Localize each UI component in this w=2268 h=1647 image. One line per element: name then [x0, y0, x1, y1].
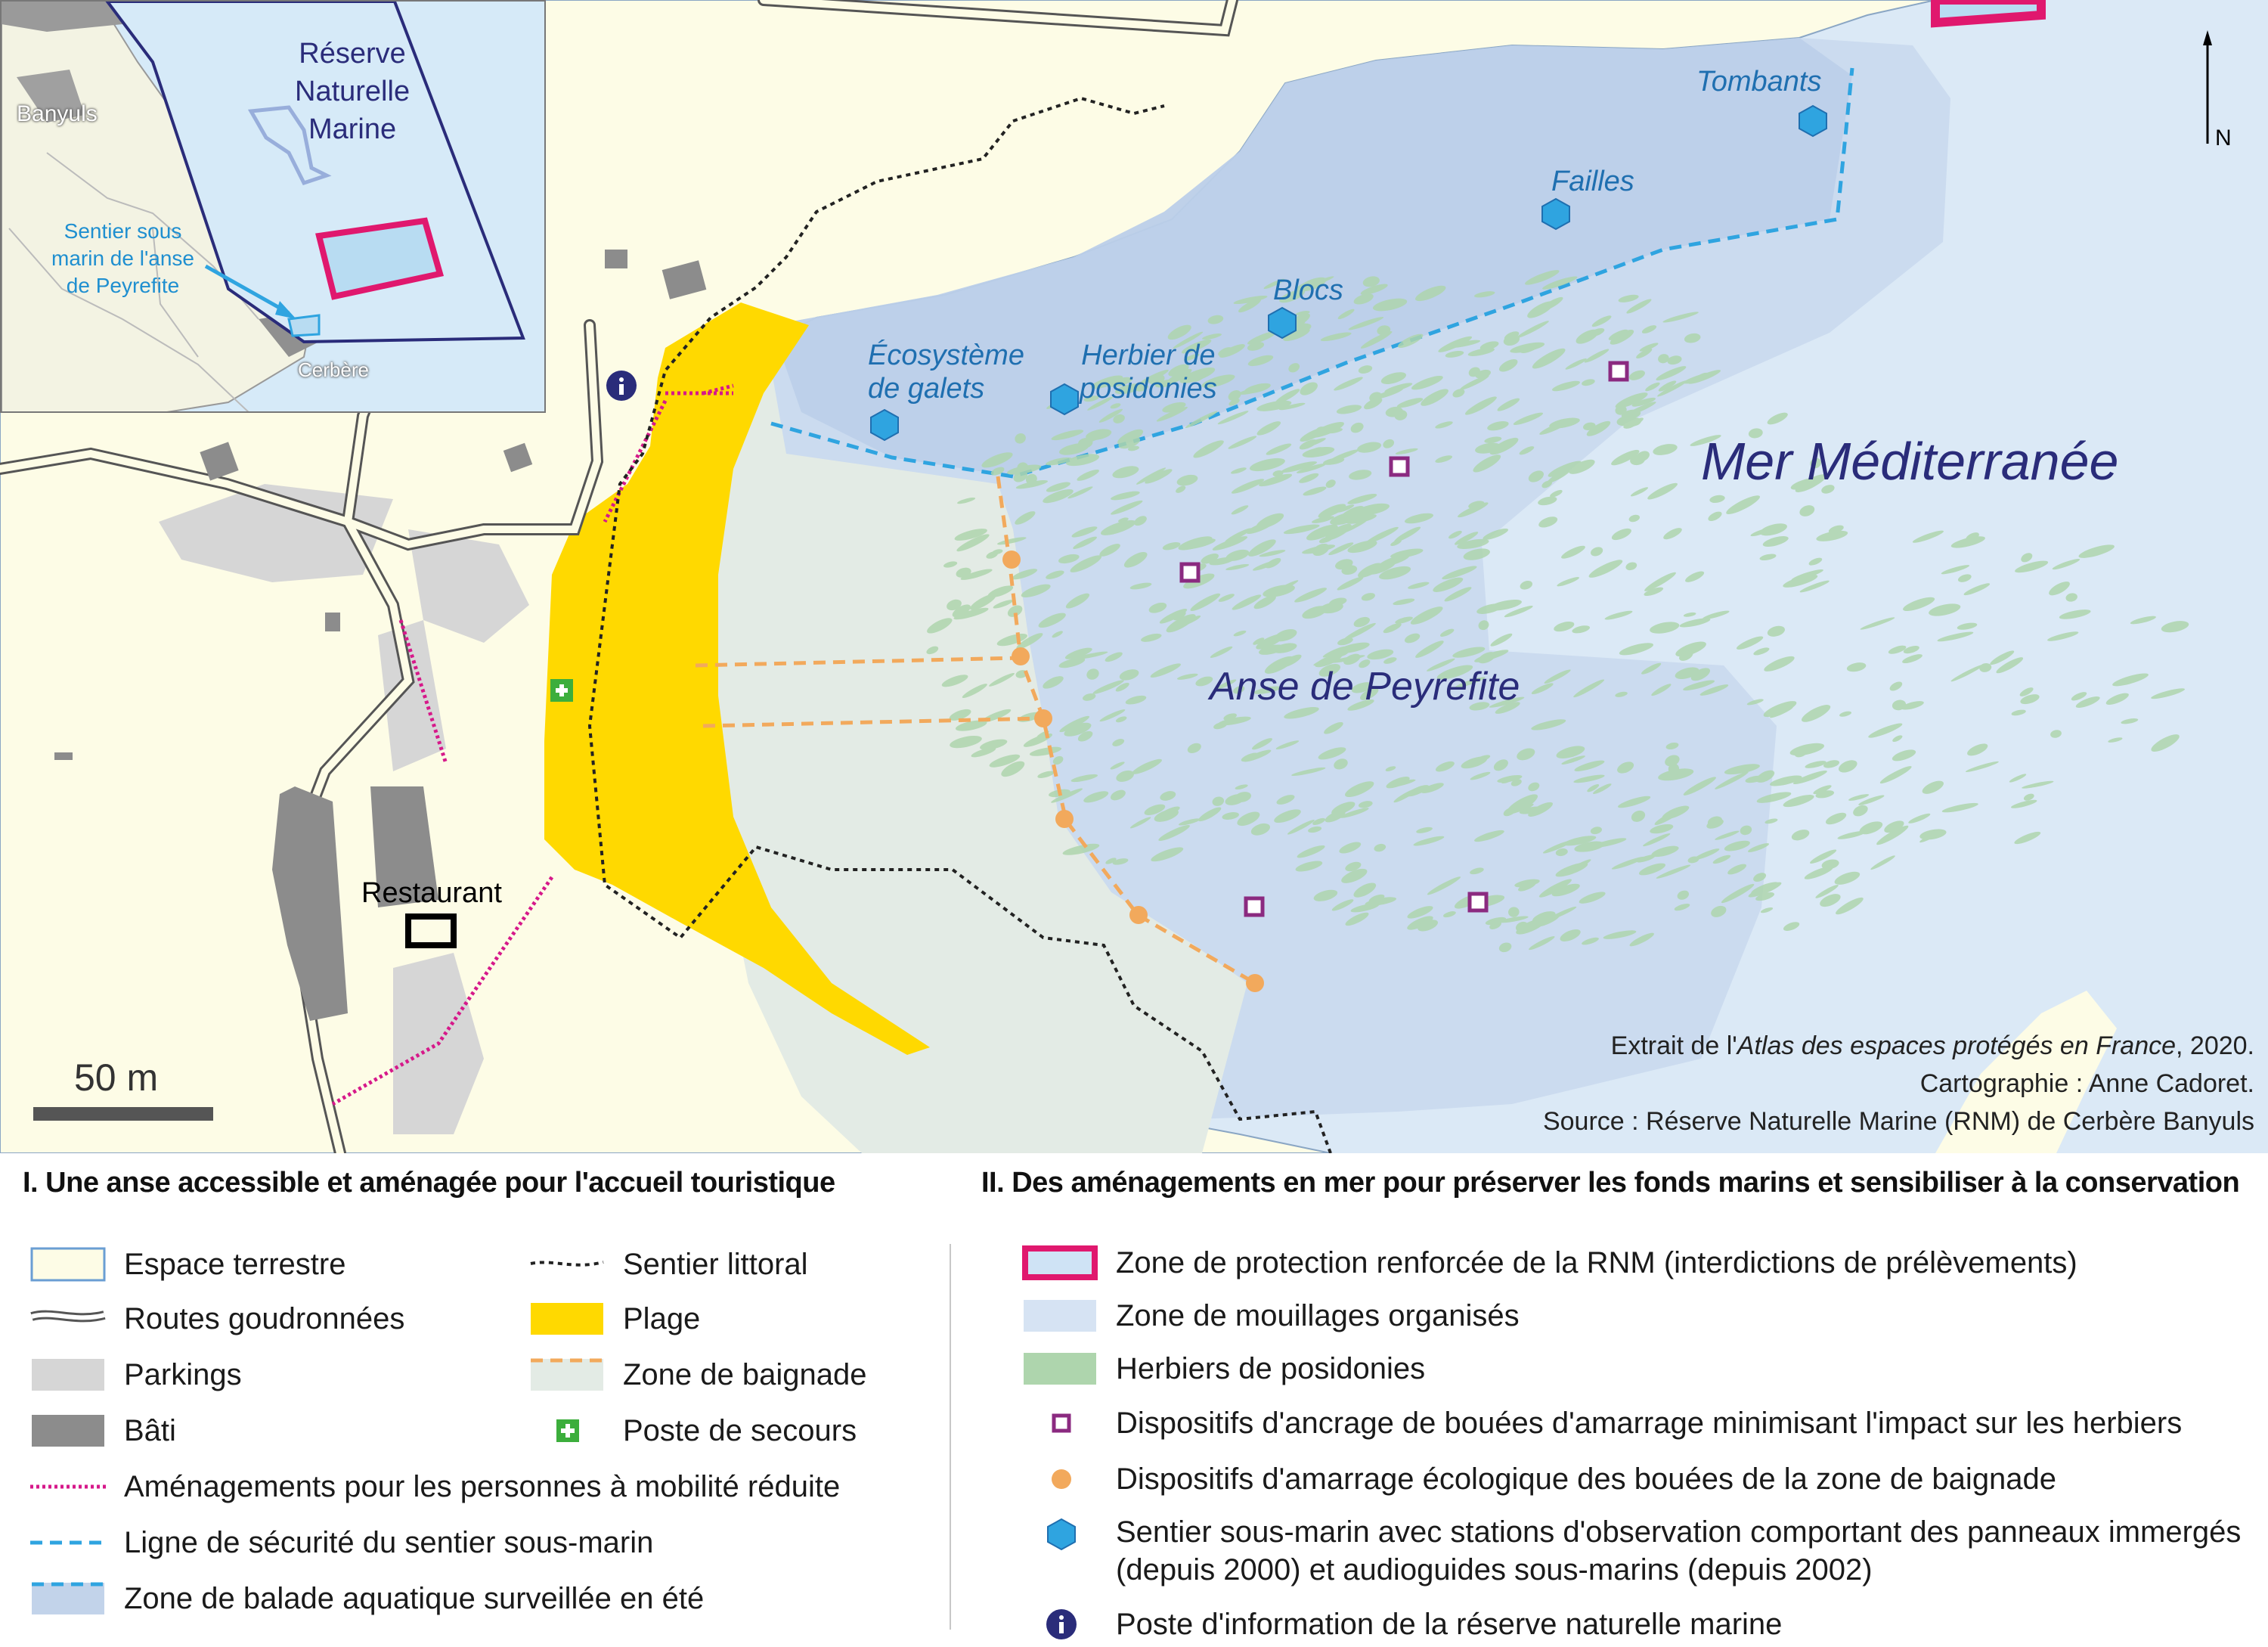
legend-label-mooring: Zone de mouillages organisés — [1116, 1298, 1520, 1332]
legend-label-beach: Plage — [623, 1301, 701, 1335]
protection-zone — [1935, 0, 2041, 23]
legend-label-swim-zone: Zone de baignade — [623, 1357, 867, 1391]
legend-item-parking — [30, 1356, 242, 1394]
legend-label-anchor: Dispositifs d'ancrage de bouées d'amarrage minimisant l'impact sur les herbiers — [1116, 1406, 2183, 1440]
legend-item-safety-line — [30, 1524, 653, 1562]
legend-item-station — [1022, 1513, 2241, 1589]
station-label-blocs: Blocs — [1273, 274, 1343, 306]
station-label-tombants: Tombants — [1696, 66, 1822, 98]
legend-label-info: Poste d'information de la réserve naturelle marine — [1116, 1607, 1783, 1641]
legend-label-protection: Zone de protection renforcée de la RNM (interdictions de prélèvements) — [1116, 1245, 2077, 1279]
sea-name: Mer Méditerranée — [1701, 432, 2119, 491]
inset-canvas — [2, 2, 546, 413]
legend-label-trail: Sentier littoral — [623, 1247, 808, 1281]
legend-item-info — [1022, 1605, 1782, 1643]
north-label: N — [2215, 126, 2232, 150]
legend-item-pmr — [30, 1468, 840, 1506]
legend-divider — [950, 1244, 951, 1630]
inset-map — [0, 0, 546, 413]
legend-label-seagrass: Herbiers de posidonies — [1116, 1351, 1426, 1385]
legend-label-parking: Parkings — [124, 1357, 242, 1391]
legend-item-anchor — [1022, 1404, 2182, 1442]
legend-item-seagrass — [1022, 1350, 1425, 1388]
legend-label-road: Routes goudronnées — [124, 1301, 405, 1335]
credits-line3: Source : Réserve Naturelle Marine (RNM) de Cerbère Banyuls — [1542, 1107, 2254, 1136]
inset-reserve-label: Réserve Naturelle Marine — [295, 38, 411, 145]
station-label-herbier: Herbier de posidonies — [1080, 340, 1217, 405]
credits-line2: Cartographie : Anne Cadoret. — [1919, 1069, 2254, 1098]
credits — [1543, 1027, 2254, 1140]
legend-item-buoy — [1022, 1460, 2056, 1498]
station-label-failles: Failles — [1551, 166, 1634, 197]
legend-label-walk-zone: Zone de balade aquatique surveillée en été — [124, 1581, 705, 1615]
legend — [0, 1153, 2268, 1647]
credits-atlas-title: Atlas des espaces protégés en France — [1737, 1031, 2177, 1060]
inset-banyuls-label: Banyuls — [17, 101, 98, 126]
legend-label-first-aid: Poste de secours — [623, 1413, 857, 1447]
legend-section2-title: II. Des aménagements en mer pour préserver les fonds marins et sensibiliser à la conservation — [981, 1167, 2240, 1199]
bay-name: Anse de Peyrefite — [1210, 665, 1520, 709]
legend-item-beach — [529, 1300, 700, 1338]
legend-label-pmr: Aménagements pour les personnes à mobilité réduite — [124, 1469, 841, 1503]
legend-label-building: Bâti — [124, 1413, 176, 1447]
credits-suffix: , 2020. — [2176, 1031, 2254, 1060]
legend-item-mooring — [1022, 1297, 1520, 1335]
legend-item-building — [30, 1412, 176, 1450]
credits-line1 — [1543, 1027, 2254, 1065]
legend-item-land — [30, 1245, 345, 1283]
legend-item-trail — [529, 1245, 808, 1283]
station-label-galets: Écosystème de galets — [868, 340, 1024, 405]
legend-label-station-line2: (depuis 2000) et audioguides sous-marins (depuis 2002) — [1116, 1553, 1873, 1587]
legend-label-station-line1: Sentier sous-marin avec stations d'observation comportant des panneaux immergés — [1116, 1515, 2242, 1549]
legend-label-buoy: Dispositifs d'amarrage écologique des bouées de la zone de baignade — [1116, 1462, 2057, 1496]
scale-bar — [33, 1107, 213, 1121]
inset-trail-label: Sentier sous marin de l'anse de Peyrefite — [51, 219, 194, 297]
credits-prefix: Extrait de l' — [1610, 1031, 1737, 1060]
legend-label-land: Espace terrestre — [124, 1247, 346, 1281]
legend-label-safety-line: Ligne de sécurité du sentier sous-marin — [124, 1525, 654, 1559]
legend-item-first-aid — [529, 1412, 857, 1450]
legend-item-protection — [1022, 1244, 2077, 1282]
legend-item-walk-zone — [30, 1580, 704, 1618]
legend-label-station — [1098, 1513, 2241, 1589]
legend-item-road — [30, 1300, 404, 1338]
legend-item-swim-zone — [529, 1356, 867, 1394]
scale-label: 50 m — [74, 1056, 159, 1099]
inset-cerbere-label: Cerbère — [298, 358, 369, 381]
restaurant-label: Restaurant — [361, 877, 502, 909]
legend-section1-title: I. Une anse accessible et aménagée pour l'accueil touristique — [23, 1167, 835, 1199]
